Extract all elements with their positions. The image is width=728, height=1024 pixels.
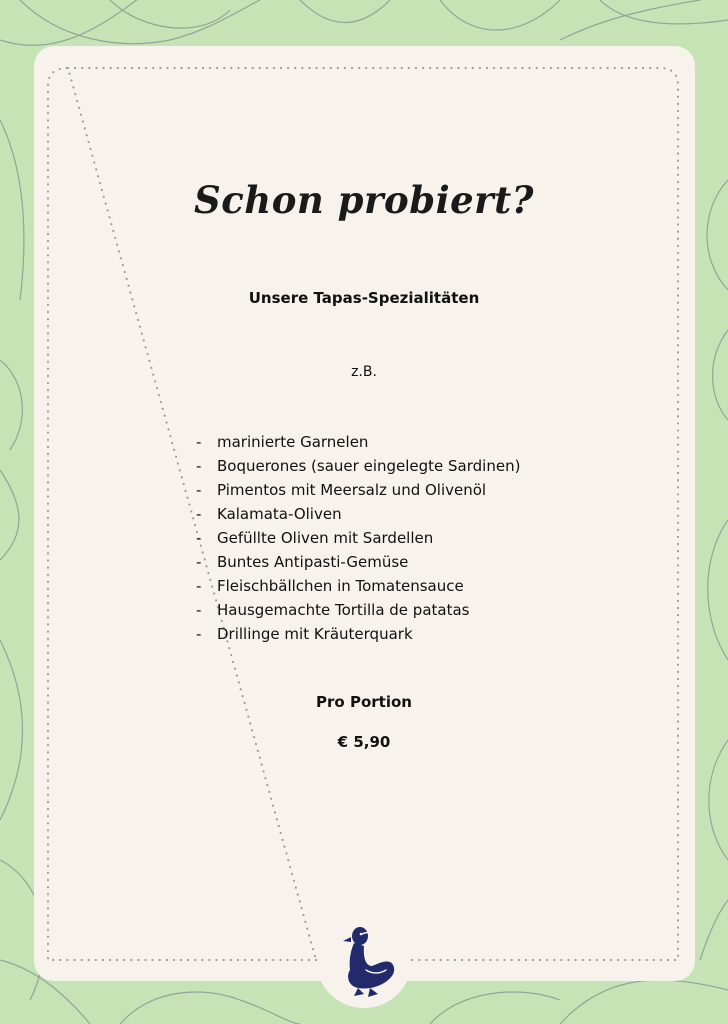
list-item [196,598,520,622]
list-marker: - [196,433,202,451]
item-label: Gefüllte Oliven mit Sardellen [217,529,434,547]
list-marker: - [196,553,202,571]
item-label: Buntes Antipasti-Gemüse [217,553,409,571]
item-label: Hausgemachte Tortilla de patatas [217,601,470,619]
list-item [196,574,520,598]
menu-subtitle: Unsere Tapas-Spezialitäten [248,289,480,307]
list-marker: - [196,625,202,643]
list-item [196,430,520,454]
list-item [196,478,520,502]
item-label: Drillinge mit Kräuterquark [217,625,413,643]
portion-label: Pro Portion [316,693,412,711]
tapas-list [196,430,520,646]
item-label: Kalamata-Oliven [217,505,342,523]
list-marker: - [196,601,202,619]
item-label: Fleischbällchen in Tomatensauce [217,577,464,595]
example-label: z.B. [351,364,377,380]
list-marker: - [196,457,202,475]
list-marker: - [196,577,202,595]
list-item [196,502,520,526]
menu-title: Schon probiert? [194,178,534,222]
list-item [196,622,520,646]
item-label: Boquerones (sauer eingelegte Sardinen) [217,457,521,475]
duck-icon [336,922,400,1000]
list-marker: - [196,505,202,523]
list-marker: - [196,481,202,499]
list-item [196,550,520,574]
item-label: Pimentos mit Meersalz und Olivenöl [217,481,487,499]
item-label: marinierte Garnelen [217,433,369,451]
list-marker: - [196,529,202,547]
price-value: € 5,90 [337,733,391,751]
list-item [196,526,520,550]
list-item [196,454,520,478]
